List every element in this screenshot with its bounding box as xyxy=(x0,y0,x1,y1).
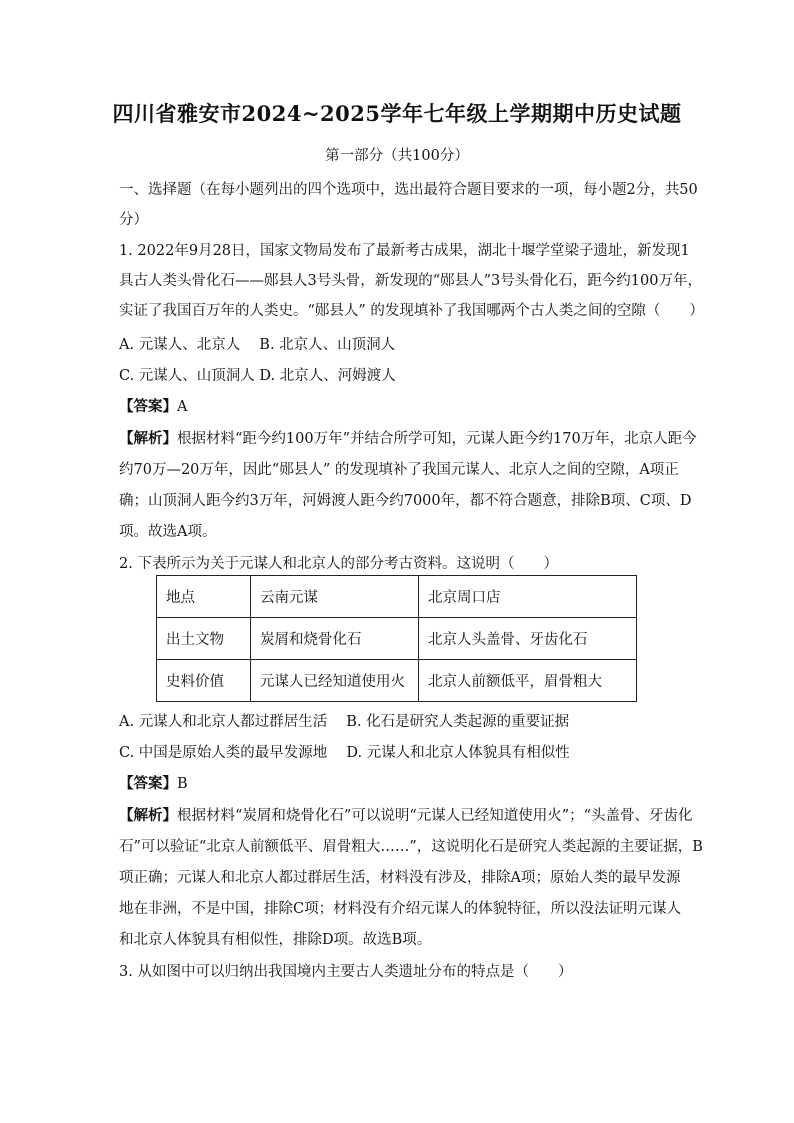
q1-stem-line: 1. 2022年9月28日，国家文物局发布了最新考古成果，湖北十堰学堂梁子遗址，新发现1 xyxy=(119,243,690,259)
q1-stem-line: 具古人类头骨化石——郧县人3号头骨，新发现的“郧县人”3号头骨化石，距今约100万年， xyxy=(119,273,702,289)
table-cell: 云南元谋 xyxy=(251,576,419,618)
q2-analysis-line: 项正确；元谋人和北京人都过群居生活，材料没有涉及，排除A项；原始人类的最早发源 xyxy=(119,870,681,886)
q2-option-line: A. 元谋人和北京人都过群居生活 B. 化石是研究人类起源的重要证据 xyxy=(119,714,570,730)
q3-stem: 3. 从如图中可以归纳出我国境内主要古人类遗址分布的特点是（ ） xyxy=(119,964,573,980)
q1-analysis-line: 确；山顶洞人距今约3万年，河姆渡人距今约7000年，都不符合题意，排除B项、C项、D xyxy=(119,493,692,509)
q2-stem: 2. 下表所示为关于元谋人和北京人的部分考古资料。这说明（ ） xyxy=(119,556,558,572)
exam-subtitle: 第一部分（共100分） xyxy=(325,148,469,164)
q2-data-table xyxy=(156,575,637,702)
q2-analysis-line: 地在非洲，不是中国，排除C项；材料没有介绍元谋人的体貌特征，所以没法证明元谋人 xyxy=(119,901,682,917)
table-cell: 出土文物 xyxy=(157,618,251,660)
q1-option-line: A. 元谋人、北京人 B. 北京人、山顶洞人 xyxy=(119,337,396,353)
q1-answer xyxy=(119,395,187,416)
analysis-text: 根据材料“炭屑和烧骨化石”可以说明“元谋人已经知道使用火”；“头盖骨、牙齿化 xyxy=(177,808,693,824)
analysis-label: 【解析】 xyxy=(119,807,177,824)
section-header-line2: 分） xyxy=(119,212,148,228)
q2-answer xyxy=(119,772,188,793)
exam-title: 四川省雅安市2024~2025学年七年级上学期期中历史试题 xyxy=(112,101,682,126)
q1-option-line: C. 元谋人、山顶洞人 D. 北京人、河姆渡人 xyxy=(119,368,396,384)
q1-analysis-line: 项。故选A项。 xyxy=(119,524,217,540)
table-cell: 北京周口店 xyxy=(419,576,637,618)
q1-stem-line: 实证了我国百万年的人类史。“郧县人” 的发现填补了我国哪两个古人类之间的空隙（ ） xyxy=(119,303,704,319)
q1-analysis-line: 约70万—20万年，因此“郧县人” 的发现填补了我国元谋人、北京人之间的空隙，A项正 xyxy=(119,462,679,478)
table-cell: 元谋人已经知道使用火 xyxy=(251,660,419,702)
answer-label: 【答案】 xyxy=(119,398,177,415)
q2-analysis-line: 和北京人体貌具有相似性，排除D项。故选B项。 xyxy=(119,932,432,948)
answer-value: A xyxy=(177,399,188,415)
table-cell: 地点 xyxy=(157,576,251,618)
table-cell: 炭屑和烧骨化石 xyxy=(251,618,419,660)
table-row xyxy=(157,576,637,618)
table-cell: 北京人头盖骨、牙齿化石 xyxy=(419,618,637,660)
q2-option-line: C. 中国是原始人类的最早发源地 D. 元谋人和北京人体貌具有相似性 xyxy=(119,745,570,761)
q2-analysis-line: 石”可以验证“北京人前额低平、眉骨粗大……”，这说明化石是研究人类起源的主要证据，B xyxy=(119,839,703,855)
table-row xyxy=(157,618,637,660)
section-header-line1: 一、选择题（在每小题列出的四个选项中，选出最符合题目要求的一项，每小题2分，共50 xyxy=(119,182,698,198)
answer-label: 【答案】 xyxy=(119,775,177,792)
table-row xyxy=(157,660,637,702)
q2-analysis-line xyxy=(119,804,693,825)
q1-analysis-line xyxy=(119,427,697,448)
table-cell: 史料价值 xyxy=(157,660,251,702)
table-cell: 北京人前额低平，眉骨粗大 xyxy=(419,660,637,702)
analysis-text: 根据材料“距今约100万年”并结合所学可知，元谋人距今约170万年，北京人距今 xyxy=(177,431,697,447)
analysis-label: 【解析】 xyxy=(119,430,177,447)
answer-value: B xyxy=(177,776,188,792)
